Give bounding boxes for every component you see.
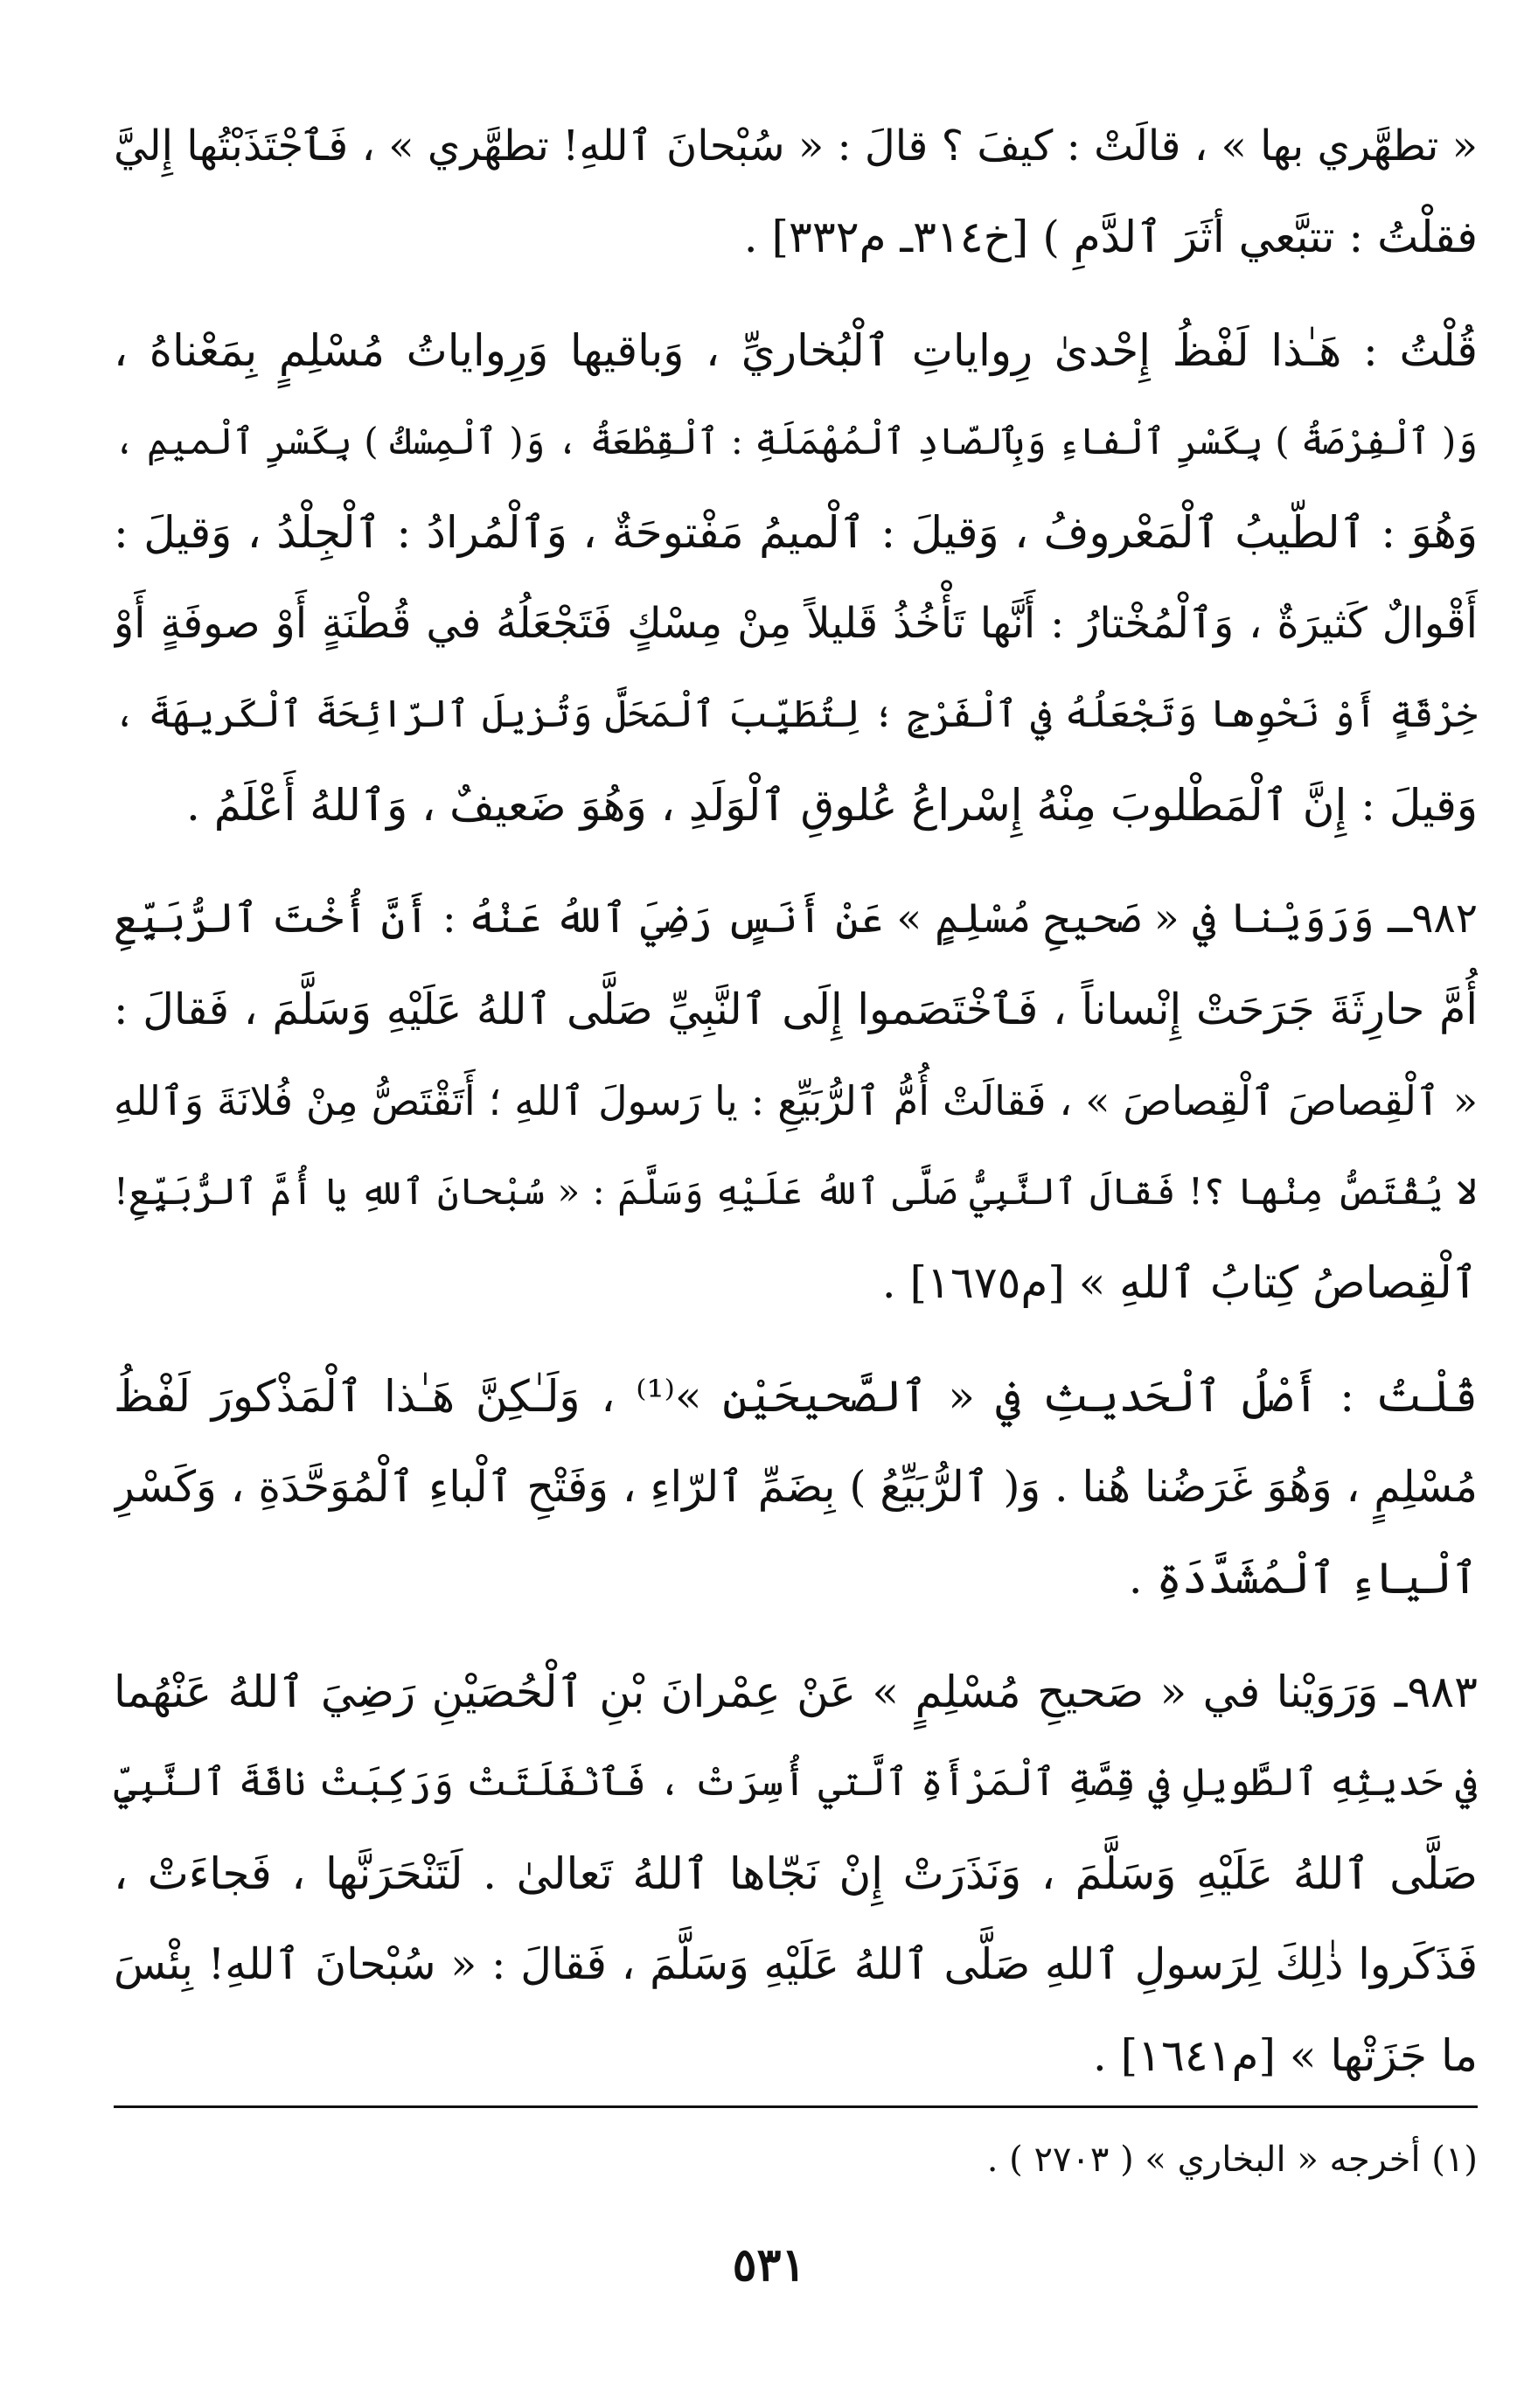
text-line: ما جَزَتْها » [م١٦٤١] .: [1092, 2030, 1478, 2081]
text-line: أُمَّ حارِثَةَ جَرَحَتْ إِنْساناً ، فَٱخْتَصَموا إِلَى ٱلنَّبِيِّ صَلَّى ٱللهُ عَلَيْهِ وَسَلَّمَ ، فَقالَ :: [114, 985, 1478, 1034]
text-line: صَلَّى ٱللهُ عَلَيْهِ وَسَلَّمَ ، وَنَذَرَتْ إِنْ نَجّاها ٱللهُ تَعالىٰ . لَتَنْحَرَنَّها ، فَجاءَتْ ،: [114, 1848, 1478, 1899]
text-line: مُسْلِمٍ ، وَهُوَ غَرَضُنا هُنا . وَ( ٱلرُّبَيِّعُ ) بِضَمِّ ٱلرّاءِ ، وَفَتْحِ ٱلْباءِ ٱلْمُوَحَّدَةِ ، وَكَسْرِ: [114, 1462, 1478, 1512]
text-line: فقلْتُ : تتبَّعي أثَرَ ٱلدَّمِ ) [خ٣١٤ـ م٣٣٢] .: [743, 212, 1478, 262]
text-line: ٱلْقِصاصُ كِتابُ ٱللهِ » [م١٦٧٥] .: [881, 1257, 1478, 1308]
text-line: قُلْتُ : هَـٰذا لَفْظُ إِحْدىٰ رِواياتِ ٱلْبُخاريِّ ، وَباقيها وَرِواياتُ مُسْلِمٍ بِمَعْناهُ ،: [114, 325, 1478, 376]
paragraph: [114, 305, 1478, 851]
paragraph: [114, 873, 1478, 1328]
paragraph: [114, 1646, 1478, 2101]
text-line: وَهُوَ : ٱلطّيبُ ٱلْمَعْروفُ ، وَقيلَ : ٱلْميمُ مَفْتوحَةٌ ، وَٱلْمُرادُ : ٱلْجِلْدُ ، وَقيلَ :: [114, 507, 1478, 558]
paragraph: [114, 101, 1478, 282]
text-line: ٩٨٢ـ وَرَوَيْنا في « صَحيحِ مُسْلِمٍ » عَنْ أَنَسٍ رَضِيَ ٱللهُ عَنْهُ : أَنَّ أُخْتَ ٱلرُّبَيِّعِ: [114, 894, 1478, 943]
text-line: قُلْتُ : أَصْلُ ٱلْحَديثِ في « ٱلصَّحيحَيْنِ »⁽¹⁾ ، وَلَـٰكِنَّ هَـٰذا ٱلْمَذْكورَ لَفْظُ: [114, 1371, 1478, 1422]
text-line: وَقيلَ : إِنَّ ٱلْمَطْلوبَ مِنْهُ إِسْراعُ عُلوقِ ٱلْوَلَدِ ، وَهُوَ ضَعيفٌ ، وَٱللهُ أَعْلَمُ .: [185, 780, 1478, 831]
paragraph: [114, 1351, 1478, 1624]
text-line: ٱلْياءِ ٱلْمُشَدَّدَةِ .: [1128, 1553, 1478, 1604]
text-line: « تطهَّري بها » ، قالَتْ : كيفَ ؟ قالَ : « سُبْحانَ ٱللهِ! تطهَّري » ، فَٱجْتَذَبْتُها إِليَّ: [114, 122, 1478, 171]
footnote: (١) أخرجه « البخاري » ( ٢٧٠٣ ) .: [986, 2140, 1478, 2180]
text-line: « ٱلْقِصاصَ ٱلْقِصاصَ » ، فَقالَتْ أُمُّ ٱلرُّبَيِّعِ : يا رَسولَ ٱللهِ ؛ أَتَقْتَصُّ مِنْ فُلانَةَ وَٱللهِ: [114, 1077, 1478, 1124]
text-line: أَقْوالٌ كَثيرَةٌ ، وَٱلْمُخْتارُ : أَنَّها تَأْخُذُ قَليلاً مِنْ مِسْكٍ فَتَجْعَلُهُ في قُطْنَةٍ أَوْ صوفَةٍ أَوْ: [114, 599, 1478, 648]
page-number: ٥٣١: [732, 2238, 806, 2292]
text-line: فَذَكَروا ذٰلِكَ لِرَسولِ ٱللهِ صَلَّى ٱللهُ عَلَيْهِ وَسَلَّمَ ، فَقالَ : « سُبْحانَ ٱللهِ! بِئْسَ: [114, 1939, 1478, 1989]
text-line: في حَديثِهِ ٱلطَّويلِ في قِصَّةِ ٱلْمَرْأَةِ ٱلَّتي أُسِرَتْ ، فَٱنْفَلَتَتْ وَرَكِبَتْ ناقَةَ ٱلنَّبِيِّ: [114, 1760, 1478, 1805]
text-line: لا يُقْتَصُّ مِنْها ؟! فَقالَ ٱلنَّبِيُّ صَلَّى ٱللهُ عَلَيْهِ وَسَلَّمَ : « سُبْحانَ ٱللهِ يا أُمَّ ٱلرُّبَيِّعِ!: [114, 1170, 1478, 1213]
main-text: [114, 101, 1478, 2101]
text-line: ٩٨٣ـ وَرَوَيْنا في « صَحيحِ مُسْلِمٍ » عَنْ عِمْرانَ بْنِ ٱلْحُصَيْنِ رَضِيَ ٱللهُ عَنْهُما: [114, 1667, 1478, 1717]
footnote-divider: [114, 2105, 1478, 2108]
text-line: خِرْقَةٍ أَوْ نَحْوِها وَتَجْعَلُهُ في ٱلْفَرْجِ ؛ لِتُطَيِّبَ ٱلْمَحَلَّ وَتُزيلَ ٱلرّائِحَةَ ٱلْكَريهَةَ ،: [114, 692, 1478, 736]
text-line: وَ( ٱلْفِرْصَةُ ) بِكَسْرِ ٱلْفاءِ وَبِٱلصّادِ ٱلْمُهْمَلَةِ : ٱلْقِطْعَةُ ، وَ( ٱلْمِسْكُ ) بِكَسْرِ ٱلْميمِ ،: [114, 420, 1478, 463]
